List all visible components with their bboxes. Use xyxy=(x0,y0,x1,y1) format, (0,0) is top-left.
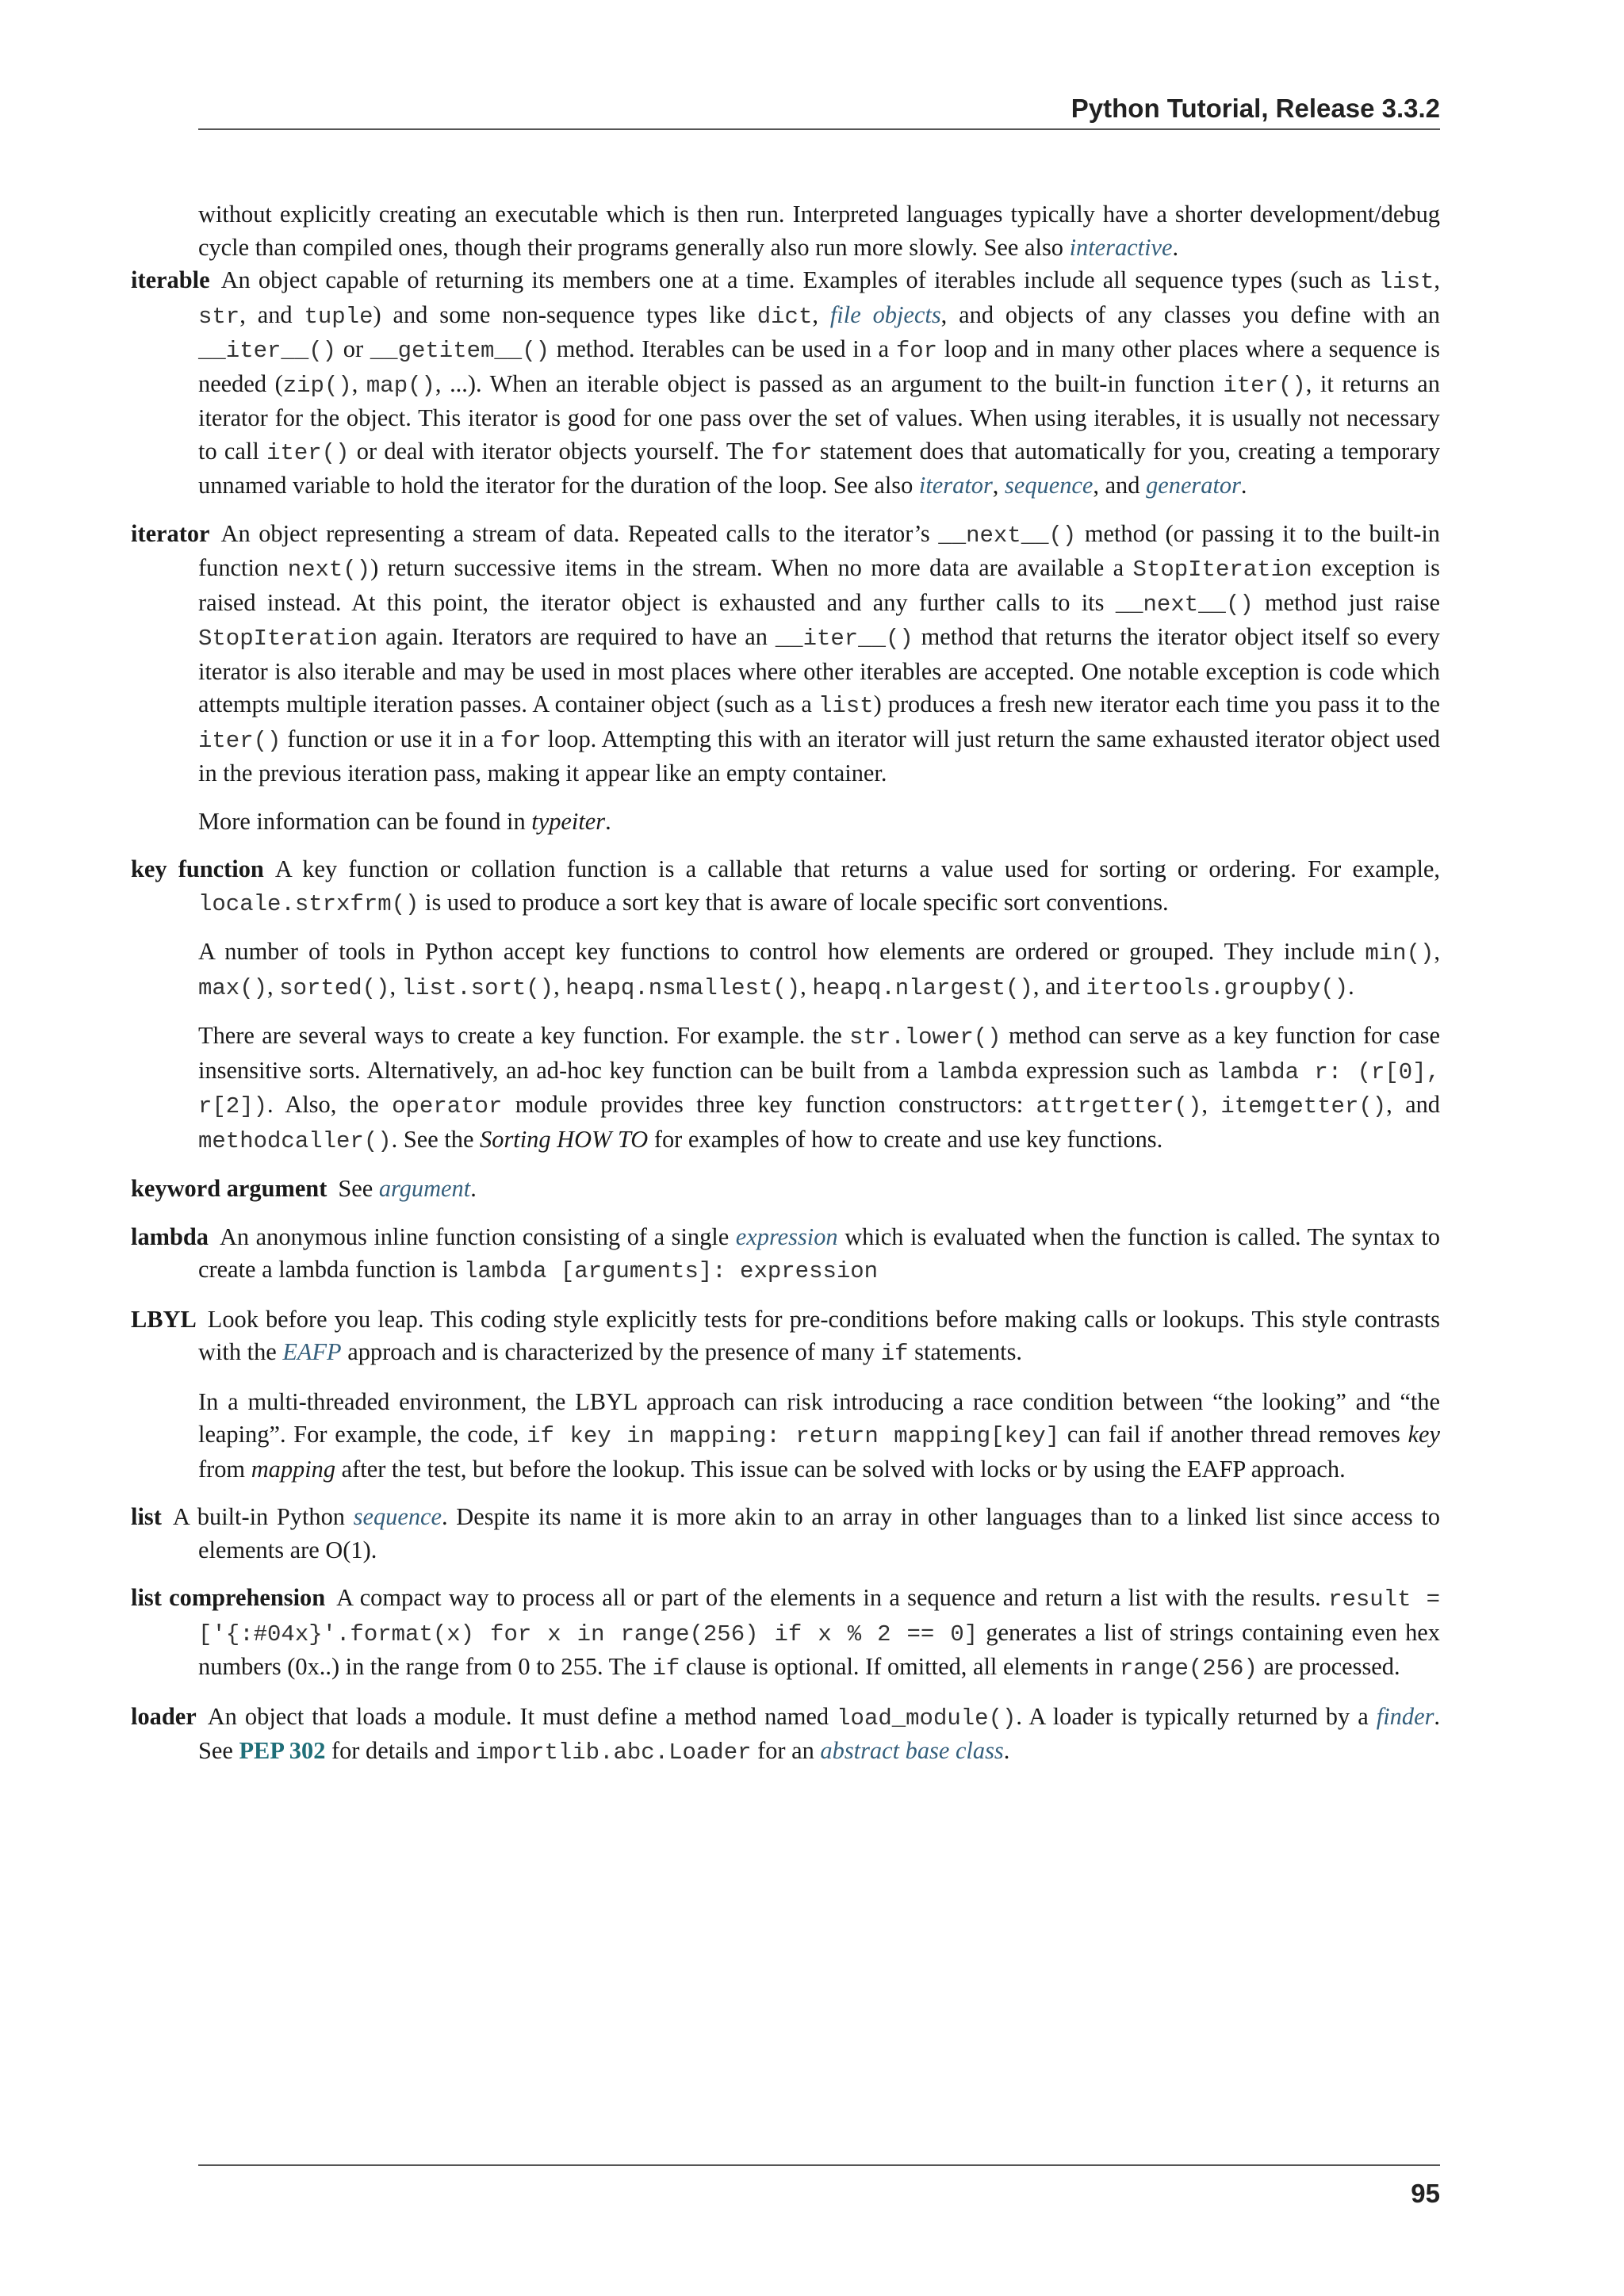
glossary-entry-iterator: iterator An object representing a stream of data. Repeated calls to the iterator’s __next__() method (or passing it to the built-in function next()) return successive items in the stream. When no more data are available a StopIteration exception is raised instead. At this point, the iterator object is exhausted and any further calls to its __next__() method just raise StopIteration again. Iterators are required to have an __iter__() method that returns the iterator object itself so every iterator is also iterable and may be used in most places where other iterables are accepted. One notable exception is code which attempts multiple iteration passes. A container object (such as a list) produces a fresh new iterator each time you pass it to the iter() function or use it in a for loop. Attempting this with an iterator will just return the same exhausted iterator object used in the previous iteration pass, making it appear like an empty container. More information can be found in typeiter. xyxy=(131,519,1441,835)
term-iterator: iterator xyxy=(131,519,210,547)
link-abstract-base-class[interactable]: abstract base class xyxy=(820,1737,1004,1764)
glossary-content xyxy=(131,198,1441,1785)
glossary-entry-list-comprehension: list comprehension A compact way to process all or part of the elements in a sequence and return a list with the results. result = ['{:#04x}'.format(x) for x in range(256) if x % 2 == 0] generates a list of strings containing even hex numbers (0x..) in the range from 0 to 255. The if clause is optional. If omitted, all elements in range(256) are processed. xyxy=(131,1584,1440,1682)
term-lambda: lambda xyxy=(131,1223,209,1250)
term-list: list xyxy=(131,1503,162,1530)
running-header: Python Tutorial, Release 3.3.2 xyxy=(1071,94,1440,123)
glossary-entry-iterable: iterable An object capable of returning its members one at a time. Examples of iterables include all sequence types (such as list, str, and tuple) and some non-sequence types like dict, file objects, and objects of any classes you define with an __iter__() or __getitem__() method. Iterables can be used in a for loop and in many other places where a sequence is needed (zip(), map(), ...). When an iterable object is passed as an argument to the built-in function iter(), it returns an iterator for the object. This iterator is good for one pass over the set of values. When using iterables, it is usually not necessary to call iter() or deal with iterator objects yourself. The for statement does that automatically for you, creating a temporary unnamed variable to hold the iterator for the duration of the loop. See also iterator, sequence, and generator. xyxy=(131,266,1441,499)
document-page xyxy=(131,0,1441,2296)
glossary-entry-lambda: lambda An anonymous inline function consisting of a single expression which is evaluated when the function is called. The syntax to create a lambda function is lambda [arguments]: expression xyxy=(131,1223,1440,1284)
link-file-objects[interactable]: file objects xyxy=(829,300,941,328)
glossary-entry-loader: loader An object that loads a module. It must define a method named load_module(). A loader is typically returned by a finder. See PEP 302 for details and importlib.abc.Loader for an abstract base class. xyxy=(131,1702,1440,1766)
link-sequence-list[interactable]: sequence xyxy=(353,1503,442,1530)
link-sequence[interactable]: sequence xyxy=(1005,472,1094,499)
term-lbyl: LBYL xyxy=(131,1305,197,1333)
term-iterable: iterable xyxy=(131,266,210,293)
link-expression[interactable]: expression xyxy=(735,1223,838,1250)
glossary-entry-keyword-argument: keyword argument See argument. xyxy=(131,1175,477,1202)
term-key-function: key function xyxy=(131,855,264,882)
term-loader: loader xyxy=(131,1702,197,1730)
link-pep-302[interactable]: PEP 302 xyxy=(239,1737,326,1764)
glossary-entry-key-function: key function A key function or collation function is a callable that returns a value used for sorting or ordering. For example, locale.strxfrm() is used to produce a sort key that is aware of locale specific sort conventions. A number of tools in Python accept key functions to control how elements are ordered or grouped. They include min(), max(), sorted(), list.sort(), heapq.nsmallest(), heapq.nlargest(), and itertools.groupby(). There are several ways to create a key function. For example. the str.lower() method can serve as a key function for case insensitive sorts. Alternatively, an ad-hoc key function can be built from a lambda expression such as lambda r: (r[0], r[2]). Also, the operator module provides three key function constructors: attrgetter(), itemgetter(), and methodcaller(). See the Sorting HOW TO for examples of how to create and use key functions. xyxy=(131,855,1441,1154)
page-number: 95 xyxy=(1411,2179,1440,2208)
term-keyword-argument: keyword argument xyxy=(131,1175,327,1202)
link-argument[interactable]: argument xyxy=(378,1175,471,1202)
link-iterator[interactable]: iterator xyxy=(918,472,993,499)
term-list-comprehension: list comprehension xyxy=(131,1584,326,1611)
link-generator[interactable]: generator xyxy=(1146,472,1241,499)
continued-definition: without explicitly creating an executable which is then run. Interpreted languages typically have a shorter development/debug cycle than compiled ones, though their programs generally also run more slowly. See also interactive. xyxy=(198,201,1440,261)
glossary-entry-list: list A built-in Python sequence. Despite its name it is more akin to an array in other languages than to a linked list since access to elements are O(1). xyxy=(131,1503,1441,1563)
header-rule xyxy=(198,128,1440,130)
link-finder[interactable]: finder xyxy=(1376,1702,1434,1730)
link-interactive[interactable]: interactive xyxy=(1069,233,1173,261)
link-eafp[interactable]: EAFP xyxy=(282,1338,342,1365)
footer-rule xyxy=(198,2164,1440,2166)
glossary-entry-lbyl: LBYL Look before you leap. This coding style explicitly tests for pre-conditions before making calls or lookups. This style contrasts with the EAFP approach and is characterized by the presence of many if statements. In a multi-threaded environment, the LBYL approach can risk introducing a race condition between “the looking” and “the leaping”. For example, the code, if key in mapping: return mapping[key] can fail if another thread removes key from mapping after the test, but before the lookup. This issue can be solved with locks or by using the EAFP approach. xyxy=(131,1305,1440,1483)
